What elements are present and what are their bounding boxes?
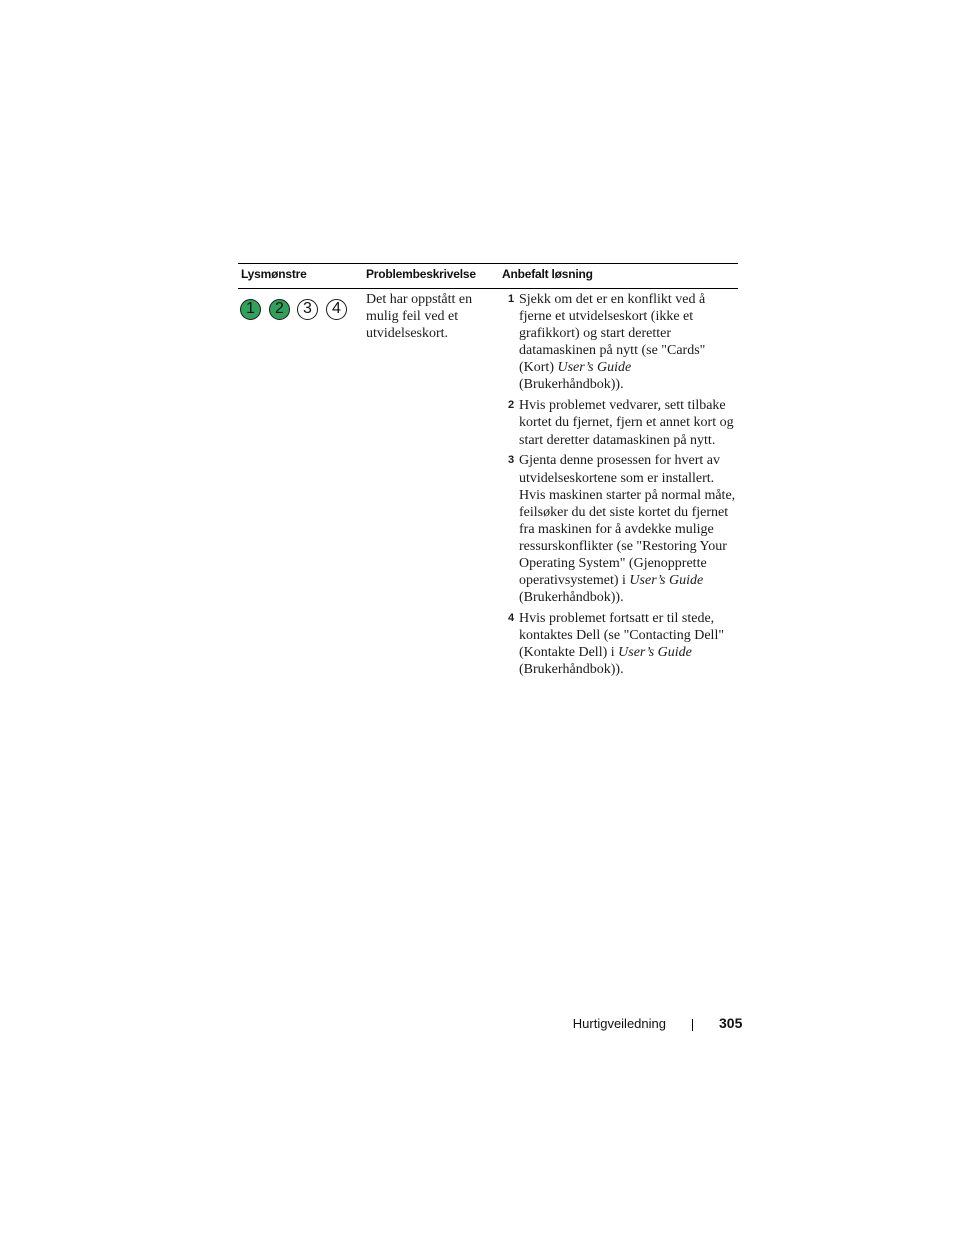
step-guide-title: User’s Guide	[557, 360, 632, 376]
step-number: 1	[508, 293, 515, 305]
problem-description: Det har oppstått en mulig feil ved et utvidelseskort.	[366, 292, 473, 341]
list-item	[508, 610, 738, 678]
step-text-tail: (Brukerhåndbok)).	[519, 662, 624, 678]
diagnostic-light-3-icon: 3	[297, 299, 318, 320]
list-item	[508, 291, 738, 394]
solution-steps	[508, 291, 738, 682]
step-text-tail: (Brukerhåndbok)).	[519, 590, 624, 606]
footer-divider	[692, 1019, 693, 1031]
step-number: 3	[508, 454, 515, 467]
list-item	[508, 452, 738, 606]
page-number: 305	[719, 1015, 743, 1031]
step-text: Sjekk om det er en konflikt ved å fjerne et utvidelseskort (ikke et grafikkort) og start deretter datamaskinen på nytt (se "Cards" (Kort)	[519, 292, 706, 376]
header-recommended-solution: Anbefalt løsning	[502, 267, 593, 281]
header-light-patterns: Lysmønstre	[241, 267, 307, 281]
step-number: 2	[508, 399, 515, 412]
step-number: 4	[508, 612, 515, 625]
step-guide-title: User’s Guide	[618, 645, 692, 661]
diagnostic-light-1-icon: 1	[240, 299, 261, 320]
page-footer	[0, 1016, 954, 1036]
diagnostic-light-4-icon: 4	[326, 299, 347, 320]
step-text-tail: (Brukerhåndbok)).	[519, 377, 624, 393]
step-text: Hvis problemet fortsatt er til stede, kontaktes Dell (se "Contacting Dell" (Kontakte Dell) i	[519, 611, 725, 661]
diagnostic-light-2-icon: 2	[269, 299, 290, 320]
table-top-rule	[238, 263, 738, 264]
table-header-rule	[238, 288, 738, 289]
step-guide-title: User’s Guide	[629, 573, 704, 589]
header-problem-description: Problembeskrivelse	[366, 267, 476, 281]
step-text: Gjenta denne prosessen for hvert av utvidelseskortene som er installert. Hvis maskinen starter på normal måte, feilsøker du det siste kortet du fjernet fra maskinen for å avdekke mulige ressurskonflikter (se "Restoring Your Operating System" (Gjenopprette operativsystemet) i	[519, 453, 736, 589]
step-text: Hvis problemet vedvarer, sett tilbake kortet du fjernet, fjern et annet kort og start deretter datamaskinen på nytt.	[519, 398, 734, 448]
list-item	[508, 397, 738, 448]
footer-section-title: Hurtigveiledning	[572, 1016, 666, 1031]
